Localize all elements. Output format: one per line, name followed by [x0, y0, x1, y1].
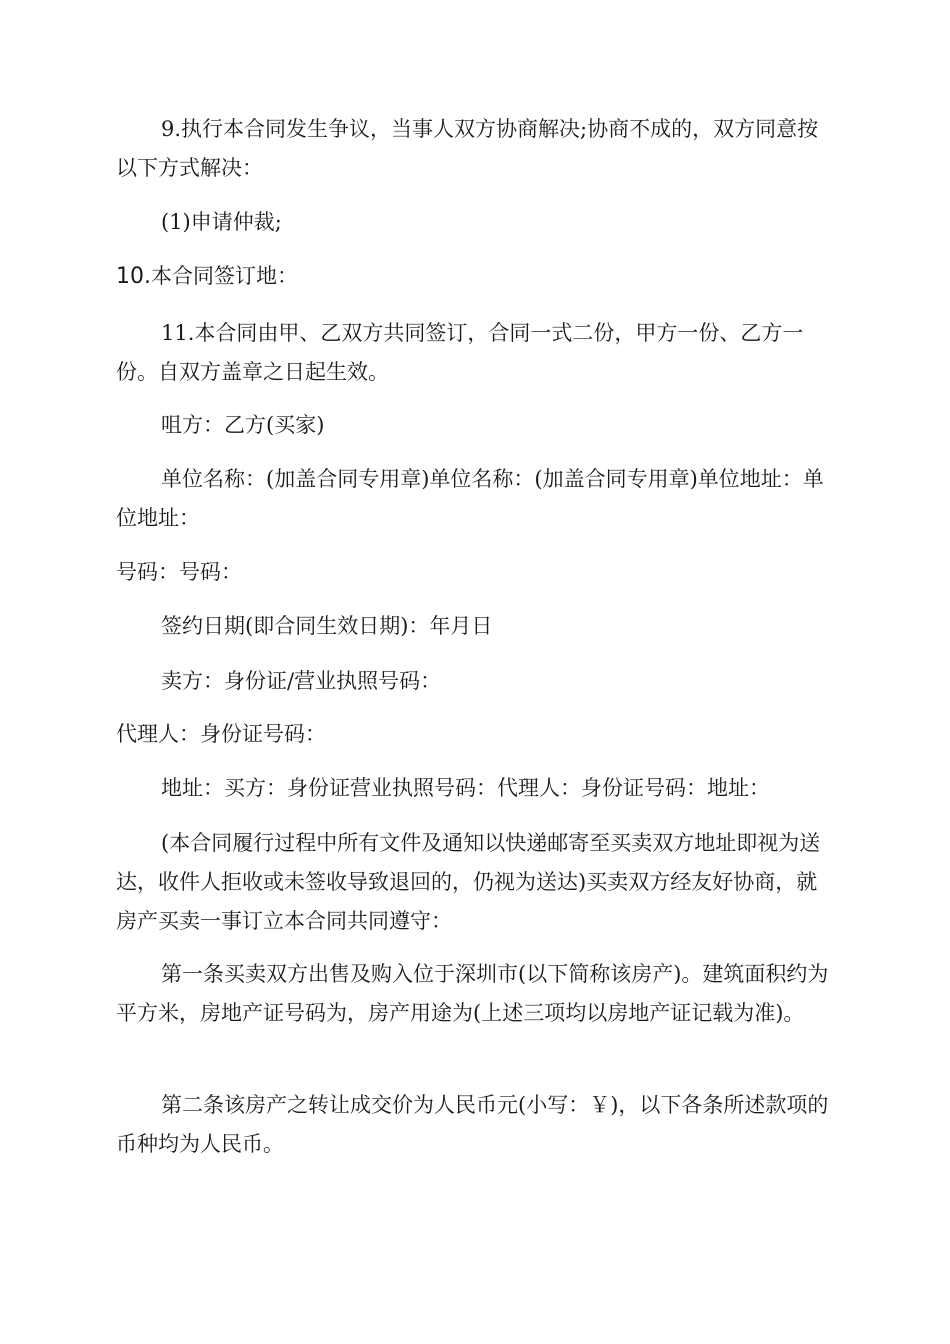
clause-9-dispute-resolution: 9.执行本合同发生争议，当事人双方协商解决;协商不成的，双方同意按以下方式解决：	[116, 117, 819, 180]
clause-10-text: 本合同签订地：	[151, 264, 298, 288]
agent-id-line: 代理人：身份证号码：	[116, 722, 326, 746]
article-1-property: 第一条买卖双方出售及购入位于深圳市(以下简称该房产)。建筑面积约为平方米，房地产证号码为，房产用途为(上述三项均以房地产证记载为准)。	[116, 962, 829, 1025]
unit-name-address-line: 单位名称：(加盖合同专用章)单位名称：(加盖合同专用章)单位地址：单位地址：	[116, 467, 824, 530]
clause-10-number: 10.	[116, 264, 151, 289]
signing-date-line: 签约日期(即合同生效日期)：年月日	[161, 614, 493, 638]
address-buyer-line: 地址：买方：身份证营业执照号码：代理人：身份证号码：地址：	[161, 776, 770, 800]
notice-delivery-paragraph: (本合同履行过程中所有文件及通知以快递邮寄至买卖双方地址即视为送达，收件人拒收或未签收导致退回的，仍视为送达)买卖双方经友好协商，就房产买卖一事订立本合同共同遵守：	[116, 831, 821, 933]
party-a-b-heading: 咀方：乙方(买家)	[161, 413, 325, 437]
clause-9-option-arbitration: (1)申请仲裁;	[161, 210, 282, 234]
article-2-price: 第二条该房产之转让成交价为人民币元(小写：￥)，以下各条所述款项的币种均为人民币。	[116, 1093, 829, 1156]
clause-11-effectiveness: 11.本合同由甲、乙双方共同签订，合同一式二份，甲方一份、乙方一份。自双方盖章之日起生效。	[116, 321, 804, 384]
clause-10-signing-place	[116, 257, 832, 296]
seller-id-line: 卖方：身份证/营业执照号码：	[161, 669, 442, 693]
number-line: 号码：号码：	[116, 560, 242, 584]
